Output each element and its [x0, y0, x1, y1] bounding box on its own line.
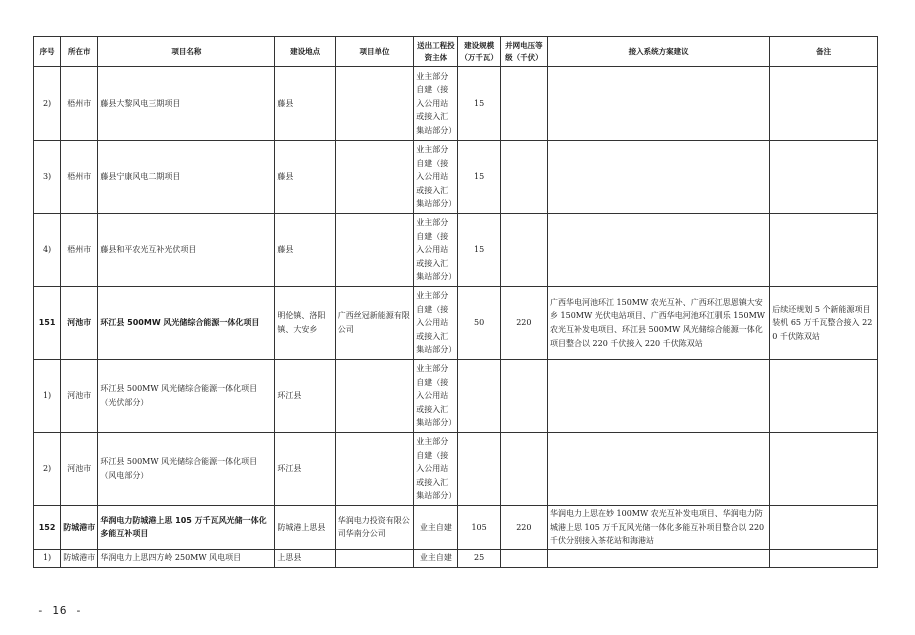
cell-remark	[770, 214, 878, 287]
cell-site: 上思县	[275, 549, 335, 567]
cell-voltage: 220	[500, 287, 547, 360]
cell-voltage	[500, 214, 547, 287]
table-header-row	[34, 37, 878, 67]
cell-site: 藤县	[275, 214, 335, 287]
header-remark: 备注	[770, 37, 878, 67]
cell-seq: 4)	[34, 214, 61, 287]
project-table	[33, 36, 878, 568]
cell-investor: 业主部分自建（接入公用站或接入汇集站部分）	[414, 141, 458, 214]
cell-name: 藤县宁康风电二期项目	[98, 141, 275, 214]
cell-investor: 业主部分自建（接入公用站或接入汇集站部分）	[414, 433, 458, 506]
cell-voltage	[500, 549, 547, 567]
table-row	[34, 214, 878, 287]
cell-investor: 业主自建	[414, 506, 458, 550]
cell-seq: 151	[34, 287, 61, 360]
cell-seq: 152	[34, 506, 61, 550]
cell-scheme: 华润电力上思在妙 100MW 农光互补发电项目、华润电力防城港上思 105 万千瓦风光储一体化多能互补项目整合以 220 千伏分别接入茶花站和海港站	[547, 506, 769, 550]
cell-site: 防城港上思县	[275, 506, 335, 550]
cell-remark	[770, 506, 878, 550]
cell-investor: 业主部分自建（接入公用站或接入汇集站部分）	[414, 287, 458, 360]
cell-site: 环江县	[275, 433, 335, 506]
cell-unit	[335, 433, 413, 506]
table-row	[34, 433, 878, 506]
header-seq: 序号	[34, 37, 61, 67]
cell-unit	[335, 360, 413, 433]
cell-scale: 15	[458, 214, 500, 287]
cell-site: 明伦镇、洛阳镇、大安乡	[275, 287, 335, 360]
cell-seq: 3)	[34, 141, 61, 214]
cell-name: 环江县 500MW 风光储综合能源一体化项目（风电部分）	[98, 433, 275, 506]
header-investor: 送出工程投资主体	[414, 37, 458, 67]
page-number: - 16 -	[37, 604, 83, 617]
cell-name: 华润电力上思四方岭 250MW 风电项目	[98, 549, 275, 567]
cell-city: 河池市	[61, 360, 98, 433]
cell-scale: 15	[458, 141, 500, 214]
cell-scheme	[547, 214, 769, 287]
cell-voltage: 220	[500, 506, 547, 550]
table-row	[34, 287, 878, 360]
cell-scale: 15	[458, 67, 500, 141]
table-row	[34, 67, 878, 141]
cell-scheme	[547, 549, 769, 567]
cell-unit: 华润电力投资有限公司华南分公司	[335, 506, 413, 550]
cell-city: 梧州市	[61, 141, 98, 214]
header-unit: 项目单位	[335, 37, 413, 67]
cell-investor: 业主自建	[414, 549, 458, 567]
cell-remark	[770, 67, 878, 141]
cell-city: 梧州市	[61, 214, 98, 287]
cell-remark	[770, 433, 878, 506]
cell-seq: 2)	[34, 433, 61, 506]
cell-scale	[458, 360, 500, 433]
cell-scale: 105	[458, 506, 500, 550]
cell-scale: 50	[458, 287, 500, 360]
cell-seq: 2)	[34, 67, 61, 141]
cell-city: 河池市	[61, 287, 98, 360]
cell-unit	[335, 67, 413, 141]
cell-unit	[335, 214, 413, 287]
cell-unit	[335, 549, 413, 567]
cell-remark	[770, 360, 878, 433]
cell-unit: 广西丝冠新能源有限公司	[335, 287, 413, 360]
cell-site: 环江县	[275, 360, 335, 433]
cell-scheme	[547, 141, 769, 214]
header-city: 所在市	[61, 37, 98, 67]
cell-seq: 1)	[34, 549, 61, 567]
header-scheme: 接入系统方案建议	[547, 37, 769, 67]
header-site: 建设地点	[275, 37, 335, 67]
cell-city: 防城港市	[61, 549, 98, 567]
cell-voltage	[500, 141, 547, 214]
cell-voltage	[500, 433, 547, 506]
cell-name: 藤县和平农光互补光伏项目	[98, 214, 275, 287]
cell-investor: 业主部分自建（接入公用站或接入汇集站部分）	[414, 214, 458, 287]
cell-investor: 业主部分自建（接入公用站或接入汇集站部分）	[414, 360, 458, 433]
cell-remark	[770, 141, 878, 214]
cell-scheme	[547, 360, 769, 433]
cell-seq: 1)	[34, 360, 61, 433]
header-scale: 建设规模（万千瓦）	[458, 37, 500, 67]
table-row	[34, 141, 878, 214]
header-name: 项目名称	[98, 37, 275, 67]
cell-city: 河池市	[61, 433, 98, 506]
cell-remark: 后续还规划 5 个新能源项目装机 65 万千瓦整合接入 220 千伏陈双站	[770, 287, 878, 360]
cell-voltage	[500, 67, 547, 141]
cell-scheme	[547, 433, 769, 506]
cell-site: 藤县	[275, 141, 335, 214]
cell-voltage	[500, 360, 547, 433]
cell-scale: 25	[458, 549, 500, 567]
cell-city: 防城港市	[61, 506, 98, 550]
table-row	[34, 549, 878, 567]
cell-name: 华润电力防城港上思 105 万千瓦风光储一体化多能互补项目	[98, 506, 275, 550]
cell-scheme	[547, 67, 769, 141]
cell-name: 环江县 500MW 风光储综合能源一体化项目（光伏部分）	[98, 360, 275, 433]
cell-site: 藤县	[275, 67, 335, 141]
cell-remark	[770, 549, 878, 567]
table-row	[34, 506, 878, 550]
table-row	[34, 360, 878, 433]
cell-name: 环江县 500MW 风光储综合能源一体化项目	[98, 287, 275, 360]
cell-scheme: 广西华电河池环江 150MW 农光互补、广西环江思恩镇大安乡 150MW 光伏电站项目、广西华电河池环江驯乐 150MW 农光互补发电项目、环江县 500MW 风光储综合能源一体化项目整合以 220 千伏接入 220 千伏陈双站	[547, 287, 769, 360]
cell-scale	[458, 433, 500, 506]
cell-name: 藤县大黎风电三期项目	[98, 67, 275, 141]
cell-unit	[335, 141, 413, 214]
header-voltage: 并网电压等级（千伏）	[500, 37, 547, 67]
cell-city: 梧州市	[61, 67, 98, 141]
cell-investor: 业主部分自建（接入公用站或接入汇集站部分）	[414, 67, 458, 141]
